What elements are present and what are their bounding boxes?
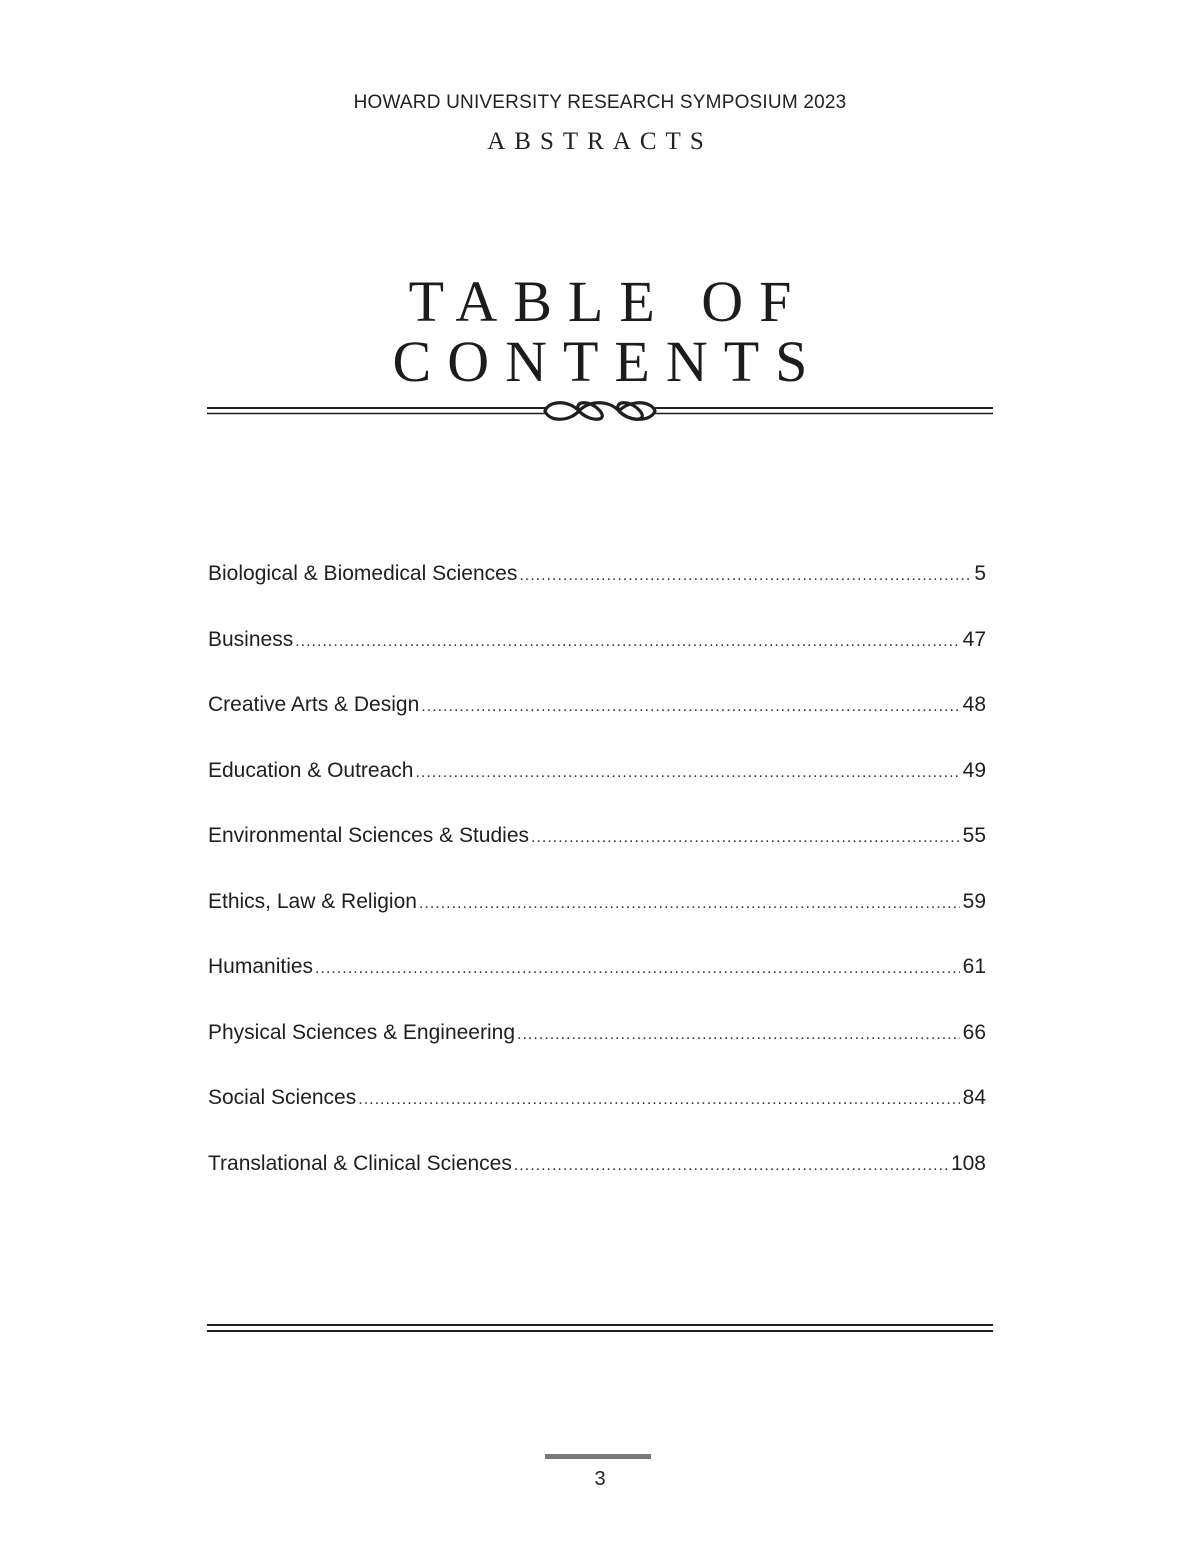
toc-entry[interactable] (208, 890, 986, 956)
page-title-line-2: CONTENTS (392, 329, 824, 394)
toc-dot-leader (295, 633, 959, 651)
toc-entry-label: Environmental Sciences & Studies (208, 824, 529, 847)
bottom-rule-upper (207, 1324, 993, 1326)
toc-entry-label: Biological & Biomedical Sciences (208, 562, 518, 585)
bottom-rule-lower (207, 1330, 993, 1332)
toc-entry-page: 5 (974, 562, 986, 585)
knot-ornament-icon (545, 403, 655, 420)
toc-dot-leader (358, 1091, 959, 1109)
toc-entry-label: Business (208, 627, 294, 651)
title-divider (207, 398, 993, 428)
toc-entry-page: 48 (962, 693, 986, 716)
toc-list (208, 562, 986, 1217)
toc-entry-page: 61 (962, 955, 986, 978)
toc-entry-page: 66 (962, 1020, 986, 1044)
toc-entry[interactable] (208, 824, 986, 890)
page-title-line-1: TABLE OF (408, 269, 808, 334)
event-header: HOWARD UNIVERSITY RESEARCH SYMPOSIUM 2023 (353, 92, 847, 113)
toc-dot-leader (517, 1026, 960, 1044)
bottom-divider (207, 1324, 993, 1334)
page-title (0, 269, 1200, 394)
toc-entry[interactable] (208, 693, 986, 759)
toc-entry[interactable] (208, 562, 986, 628)
toc-entry[interactable] (208, 759, 986, 825)
toc-dot-leader (514, 1157, 948, 1175)
toc-dot-leader (415, 764, 959, 782)
toc-entry-label: Social Sciences (208, 1086, 357, 1109)
toc-entry-label: Creative Arts & Design (208, 693, 420, 716)
toc-entry[interactable] (208, 628, 986, 694)
toc-dot-leader (419, 895, 960, 913)
toc-entry[interactable] (208, 1152, 986, 1218)
toc-entry-label: Humanities (208, 955, 314, 978)
toc-entry-page: 49 (962, 758, 986, 782)
toc-entry[interactable] (208, 1021, 986, 1087)
toc-dot-leader (531, 829, 960, 847)
page-number-tab (545, 1454, 651, 1459)
toc-entry-page: 108 (950, 1151, 986, 1175)
toc-entry-label: Translational & Clinical Sciences (208, 1151, 512, 1175)
toc-dot-leader (315, 960, 960, 978)
toc-entry-page: 55 (962, 824, 986, 847)
toc-dot-leader (519, 567, 971, 585)
toc-dot-leader (421, 698, 959, 716)
toc-entry-label: Physical Sciences & Engineering (208, 1020, 516, 1044)
toc-entry-page: 47 (962, 627, 986, 651)
toc-entry[interactable] (208, 1086, 986, 1152)
toc-entry-page: 59 (962, 889, 986, 913)
page-number: 3 (594, 1468, 606, 1490)
abstracts-subtitle: ABSTRACTS (487, 128, 713, 155)
toc-entry-label: Education & Outreach (208, 758, 414, 782)
toc-entry[interactable] (208, 955, 986, 1021)
toc-entry-label: Ethics, Law & Religion (208, 889, 417, 913)
toc-entry-page: 84 (962, 1086, 986, 1109)
